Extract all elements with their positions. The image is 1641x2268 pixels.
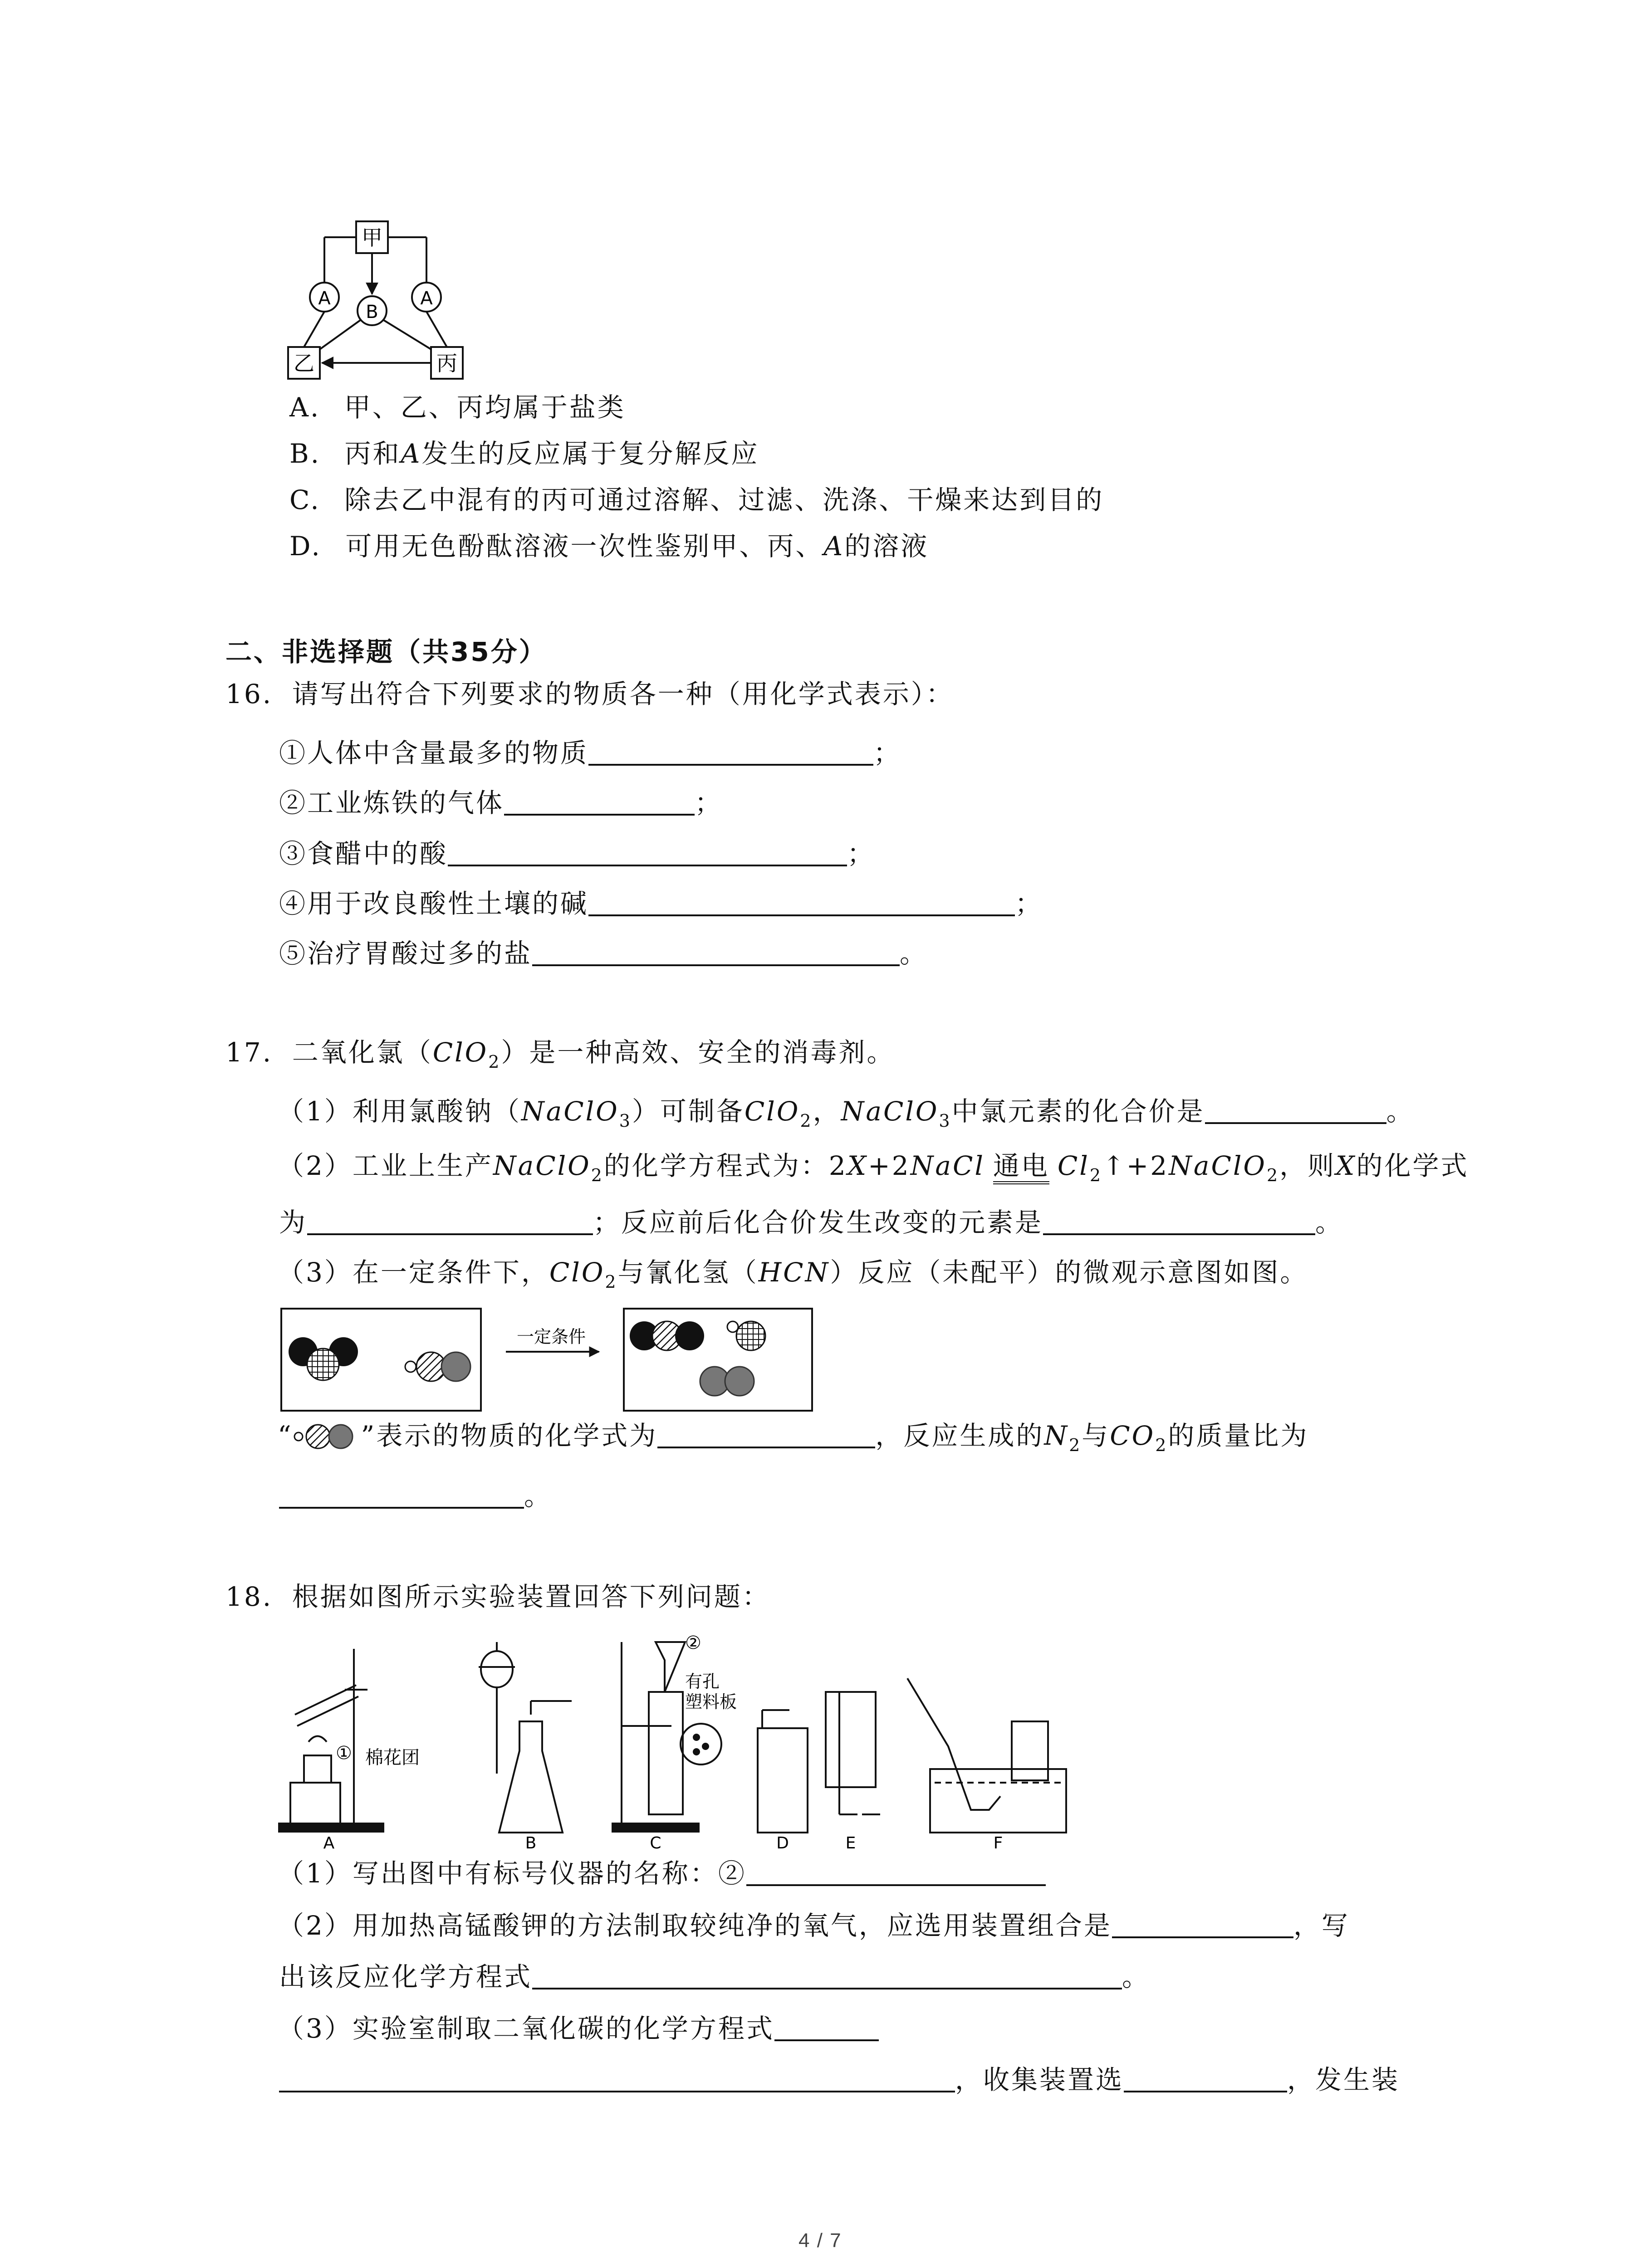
formula-co2: CO	[1110, 1420, 1156, 1451]
q18-part-3-cont	[279, 2062, 1400, 2098]
subscript: 2	[1069, 1435, 1082, 1455]
item-punct: ；	[873, 738, 902, 768]
part-text: （2）用加热高锰酸钾的方法制取较纯净的氧气，应选用装置组合是	[278, 1910, 1112, 1941]
option-var: A	[401, 438, 422, 469]
circle-a-left: A	[318, 288, 331, 309]
question-number: 16.	[225, 679, 273, 709]
n2-molecule	[700, 1367, 754, 1396]
question-number: 17.	[225, 1037, 273, 1068]
answer-blank[interactable]	[657, 1420, 875, 1448]
q16-stem	[225, 676, 954, 712]
q18-part-2	[278, 1907, 1350, 1944]
answer-blank[interactable]	[279, 2064, 955, 2092]
part-text: （1）利用氯酸钠（	[278, 1096, 521, 1127]
hcn-molecule-icon	[293, 1423, 361, 1450]
q15-option-c[interactable]	[289, 482, 1104, 518]
mark-1: ①	[336, 1743, 352, 1764]
part-text: 出该反应化学方程式	[279, 1961, 533, 1992]
part-text: 的化学方程式为：	[603, 1150, 829, 1181]
part-text: ，反应生成的	[875, 1420, 1044, 1451]
item-text: ③食醋中的酸	[279, 838, 448, 869]
q16-item-5	[279, 935, 928, 972]
part-text: （2）工业上生产	[278, 1150, 493, 1181]
q16-item-1	[279, 735, 901, 771]
answer-blank[interactable]	[1043, 1207, 1315, 1235]
answer-blank[interactable]	[1205, 1096, 1386, 1124]
part-text: ）反应（未配平）的微观示意图如图。	[830, 1257, 1308, 1288]
answer-blank[interactable]	[1124, 2064, 1287, 2092]
item-punct: 。	[900, 938, 928, 969]
q15-option-a[interactable]	[289, 389, 626, 425]
formula-clo2: ClO	[744, 1096, 800, 1127]
label-a: A	[323, 1834, 335, 1851]
answer-blank[interactable]	[588, 738, 873, 766]
subscript: 3	[619, 1111, 632, 1131]
part-text: ，发生装	[1287, 2064, 1400, 2095]
answer-blank[interactable]	[532, 938, 900, 966]
label-b: B	[525, 1834, 537, 1851]
subscript: 2	[605, 1272, 618, 1292]
box-yi: 乙	[294, 351, 314, 376]
part-text: ”表示的物质的化学式为	[361, 1420, 658, 1451]
subscript: 2	[1155, 1435, 1168, 1455]
cotton-label: 棉花团	[365, 1747, 420, 1768]
option-text: 可用无色酚酞溶液一次性鉴别甲、丙、	[345, 531, 824, 562]
formula-hcn: HCN	[758, 1257, 830, 1288]
formula-naclo2: NaClO	[493, 1150, 591, 1181]
plate-label-2: 塑料板	[685, 1692, 737, 1712]
answer-blank[interactable]	[448, 838, 847, 866]
part-text: 为	[279, 1207, 308, 1238]
item-text: ①人体中含量最多的物质	[279, 738, 589, 768]
question-number: 18.	[225, 1581, 273, 1612]
part-text: ；反应前后化合价发生改变的元素是	[593, 1207, 1043, 1238]
answer-blank[interactable]	[588, 888, 1015, 916]
hcn-molecule	[405, 1352, 470, 1381]
formula-n2: N	[1044, 1420, 1069, 1451]
q18-part-1	[278, 1855, 1046, 1892]
item-punct: ；	[695, 787, 723, 818]
q18-stem	[225, 1579, 770, 1615]
clo2-molecule	[289, 1337, 358, 1380]
q15-option-b[interactable]	[289, 435, 759, 472]
part-text: （3）在一定条件下，	[278, 1257, 549, 1288]
subscript: 2	[591, 1165, 604, 1185]
gas-arrow: ↑	[1102, 1150, 1127, 1181]
q17-part-4-cont	[279, 1478, 552, 1514]
question-stem: 根据如图所示实验装置回答下列问题：	[292, 1581, 770, 1612]
q18-part-3	[278, 2010, 879, 2047]
part-text: （1）写出图中有标号仪器的名称：②	[278, 1858, 746, 1889]
part-text: ）可制备	[632, 1096, 745, 1127]
part-punct: 。	[1386, 1096, 1415, 1127]
label-d: D	[776, 1834, 789, 1851]
subscript: 2	[1089, 1165, 1103, 1185]
answer-blank[interactable]	[746, 1858, 1046, 1886]
part-text: ，则	[1279, 1150, 1336, 1181]
part-text: 与	[1082, 1420, 1110, 1451]
q17-part-1	[278, 1093, 1415, 1129]
formula-nacl: NaCl	[910, 1150, 985, 1181]
quote-open: “	[278, 1420, 293, 1451]
option-text: 除去乙中混有的丙可通过溶解、过滤、洗涤、干燥来达到目的	[344, 484, 1104, 515]
answer-blank[interactable]	[279, 1481, 524, 1509]
stem-text: 二氧化氯（	[292, 1037, 433, 1068]
hcl-molecule	[727, 1321, 765, 1350]
option-text: 丙和	[344, 438, 401, 469]
option-text: 甲、乙、丙均属于盐类	[344, 392, 626, 423]
label-f: F	[993, 1834, 1003, 1851]
arrow-condition-label: 一定条件	[516, 1327, 586, 1347]
q17-micro-diagram	[279, 1306, 823, 1420]
subscript: 2	[1266, 1165, 1280, 1185]
option-text: 的溶液	[844, 531, 929, 562]
q16-item-4	[279, 885, 1043, 922]
answer-blank[interactable]	[774, 2013, 879, 2041]
part-text: 的化学式	[1356, 1150, 1469, 1181]
q18-part-2-cont	[279, 1959, 1150, 1995]
option-var: A	[823, 531, 845, 562]
part-text: 的质量比为	[1168, 1420, 1309, 1451]
q15-relation-diagram	[281, 218, 472, 386]
answer-blank[interactable]	[532, 1961, 1122, 1989]
q17-part-4	[278, 1418, 1308, 1454]
q17-part-3	[278, 1254, 1308, 1290]
part-text: 中氯元素的化合价是	[951, 1096, 1205, 1127]
answer-blank[interactable]	[1112, 1910, 1293, 1938]
part-text: ，写	[1293, 1910, 1350, 1941]
circle-a-right: A	[420, 288, 433, 309]
option-label: D.	[289, 531, 322, 562]
formula-naclo3: NaClO	[841, 1096, 939, 1127]
item-text: ⑤治疗胃酸过多的盐	[279, 938, 533, 969]
box-jia: 甲	[362, 225, 382, 250]
q17-stem	[225, 1034, 895, 1070]
answer-blank[interactable]	[504, 787, 695, 816]
question-stem: 请写出符合下列要求的物质各一种（用化学式表示）：	[292, 679, 954, 709]
item-text: ②工业炼铁的气体	[279, 787, 505, 818]
part-text: ，收集装置选	[955, 2064, 1124, 2095]
part-text: ，	[813, 1096, 841, 1127]
co2-molecule	[630, 1321, 704, 1350]
formula-clo2: ClO	[432, 1037, 489, 1068]
subscript: 2	[800, 1111, 813, 1131]
item-text: ④用于改良酸性土壤的碱	[279, 888, 589, 919]
q18-apparatus-figure	[277, 1624, 1075, 1851]
formula-clo2: ClO	[549, 1257, 605, 1288]
plate-label-1: 有孔	[685, 1672, 720, 1691]
stem-text: ）是一种高效、安全的消毒剂。	[501, 1037, 895, 1068]
circle-b: B	[366, 302, 378, 323]
answer-blank[interactable]	[307, 1207, 593, 1235]
mark-2: ②	[685, 1633, 701, 1653]
item-punct: ；	[1015, 888, 1043, 919]
option-label: A.	[289, 392, 321, 423]
part-text: （3）实验室制取二氧化碳的化学方程式	[278, 2013, 774, 2044]
subscript: 2	[488, 1052, 501, 1072]
formula-naclo3: NaClO	[521, 1096, 619, 1127]
q17-part-2	[278, 1148, 1469, 1184]
label-e: E	[845, 1834, 856, 1851]
q16-item-3	[279, 836, 875, 872]
option-label: C.	[289, 484, 321, 515]
eq-x: X	[847, 1150, 868, 1181]
q15-option-d[interactable]	[289, 528, 929, 564]
part-punct: 。	[1315, 1207, 1344, 1238]
item-punct: ；	[847, 838, 876, 869]
eq-coef: +2	[1126, 1150, 1169, 1181]
option-text: 发生的反应属于复分解反应	[421, 438, 759, 469]
eq-condition: 通电	[993, 1150, 1049, 1184]
part-text: 与氰化氢（	[617, 1257, 759, 1288]
part-punct: 。	[1122, 1961, 1151, 1992]
page-number: 4 / 7	[798, 2229, 842, 2252]
option-label: B.	[289, 438, 321, 469]
part-punct: 。	[524, 1481, 553, 1511]
formula-naclo2: NaClO	[1169, 1150, 1267, 1181]
box-bing: 丙	[436, 351, 457, 376]
eq-coef: 2	[828, 1150, 847, 1181]
eq-x: X	[1336, 1150, 1357, 1181]
q16-item-2	[279, 785, 723, 821]
section-title: 二、非选择题（共35分）	[225, 636, 547, 667]
eq-coef: +2	[868, 1150, 911, 1181]
subscript: 3	[939, 1111, 952, 1131]
formula-cl2: Cl	[1057, 1150, 1090, 1181]
label-c: C	[650, 1834, 661, 1851]
q17-part-2-cont	[279, 1204, 1343, 1241]
